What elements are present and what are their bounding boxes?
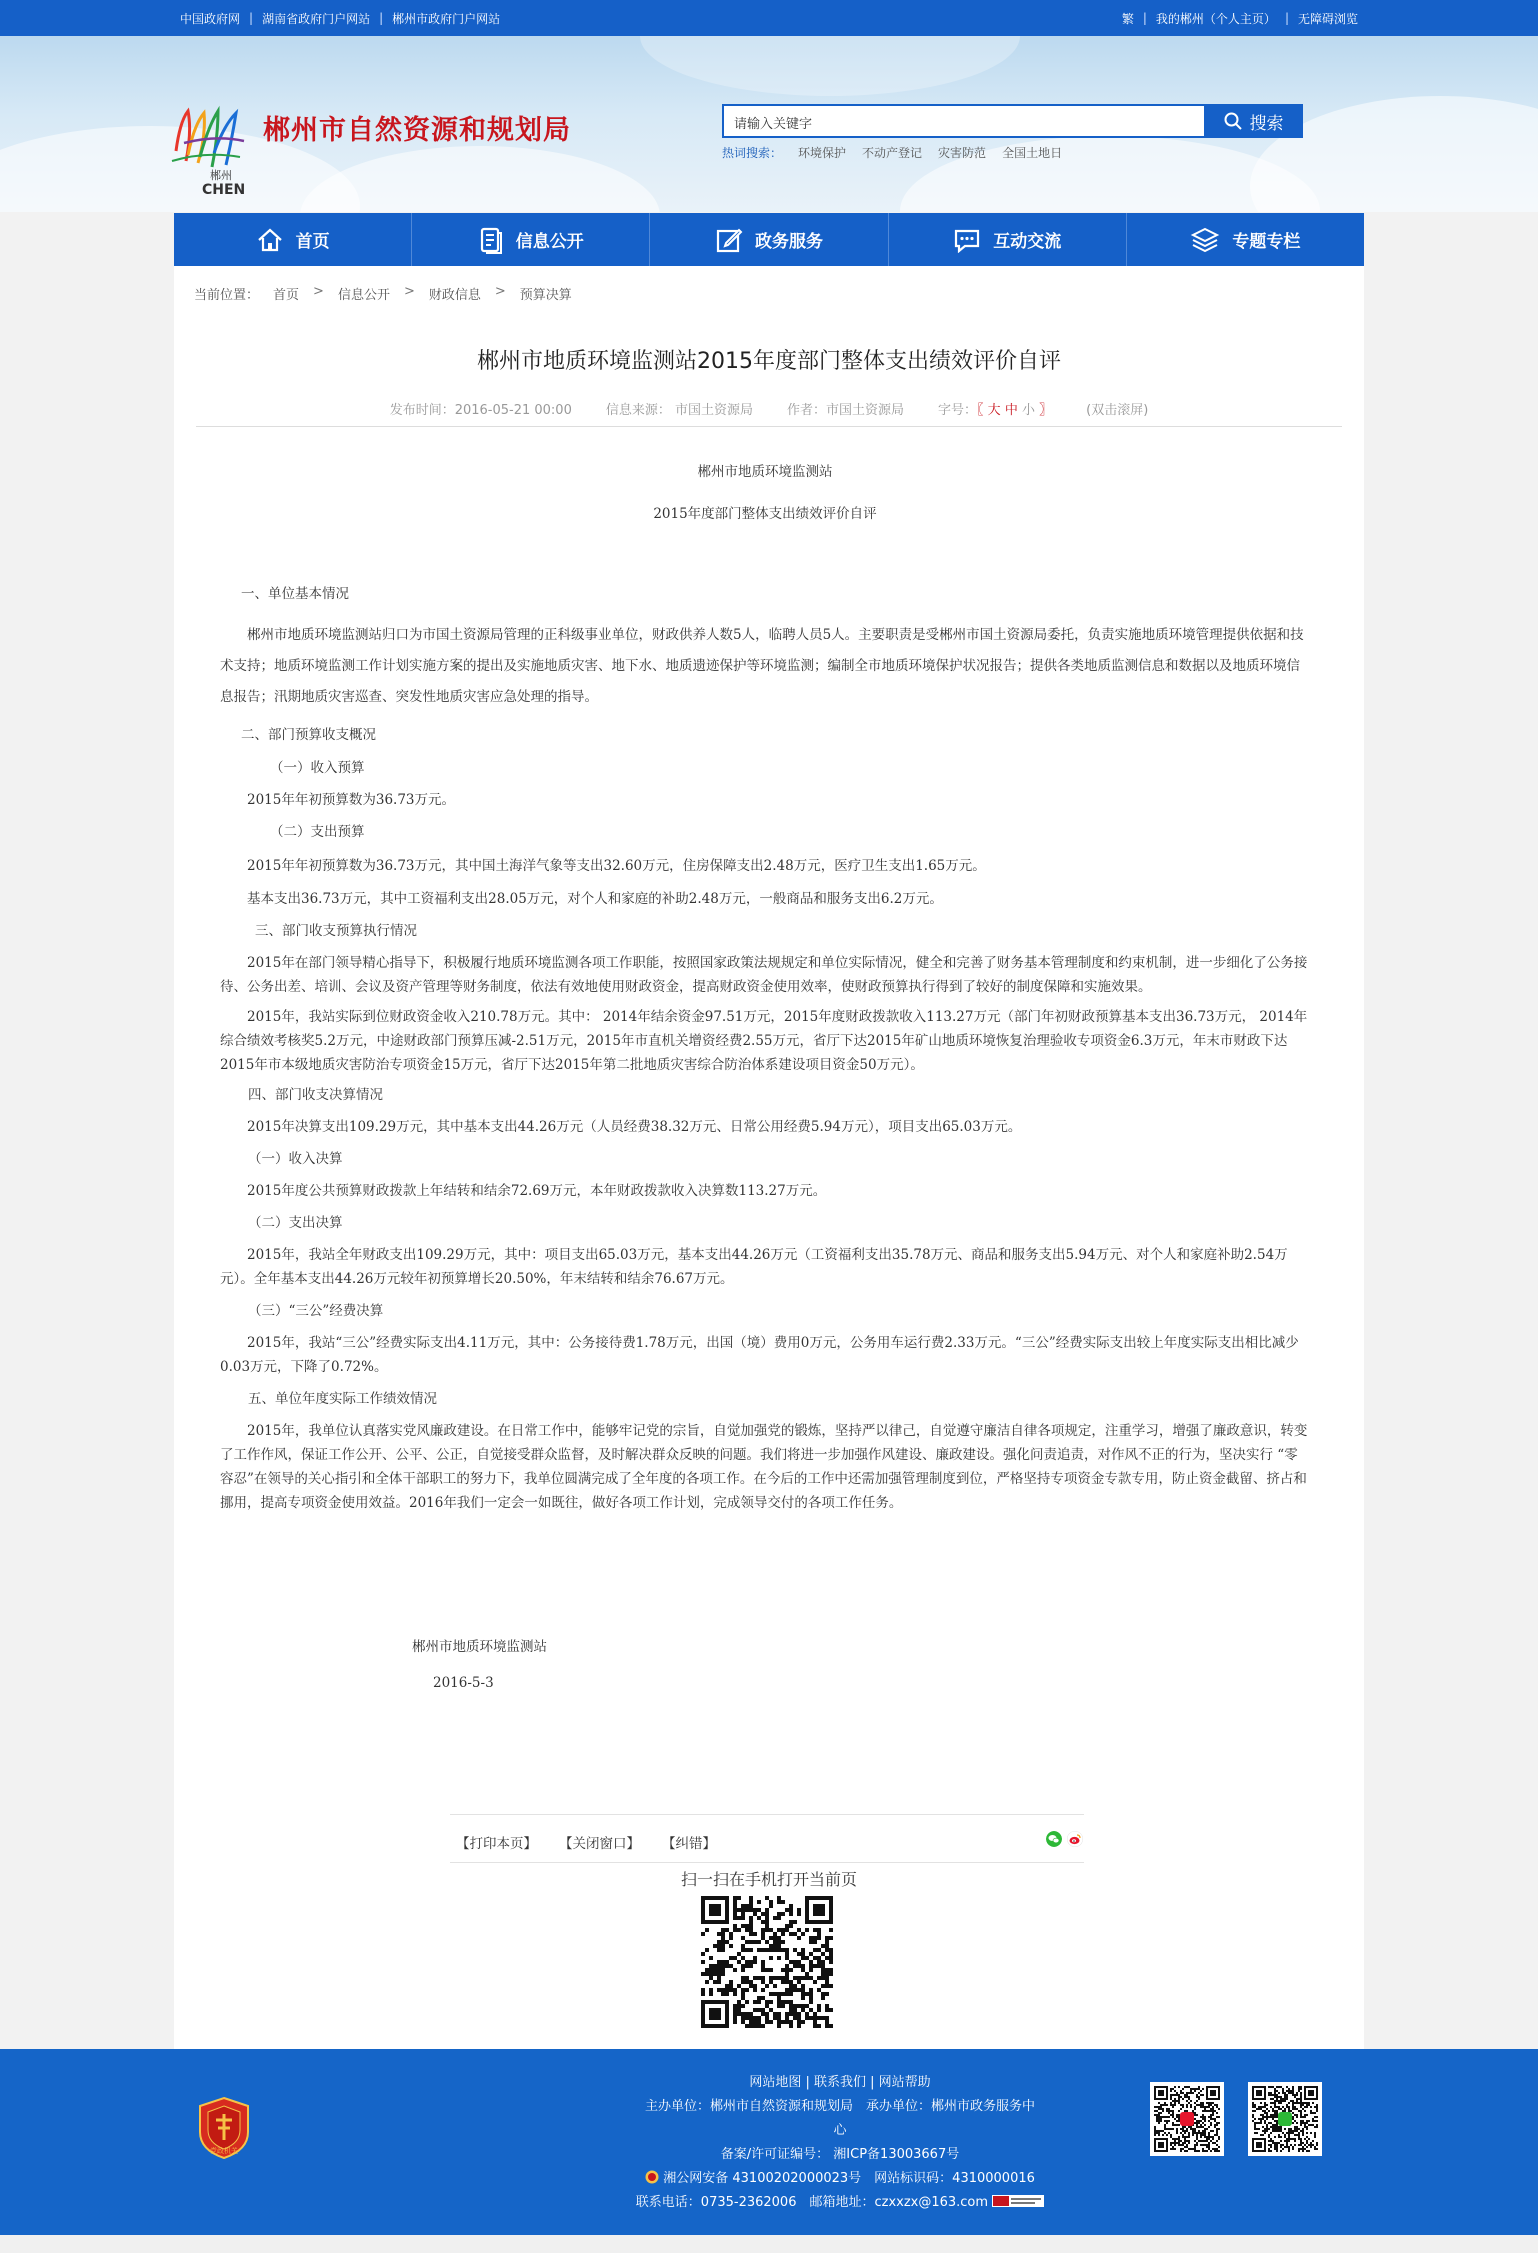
paragraph: 2015年在部门领导精心指导下，积极履行地质环境监测各项工作职能，按照国家政策法规规定和单位实际情况，健全和完善了财务基本管理制度和约束机制，进一步细化了公务接待、公务出差、培训、会议及资产管理等财务制度，依法有效地使用财政资金，提高财政资金使用效率，使财政预算执行得到了较好的制度保障和实施效果。	[220, 955, 1308, 995]
police-badge-icon	[645, 2170, 659, 2184]
party-gov-badge[interactable]	[196, 2096, 252, 2160]
nav-info-open[interactable]	[412, 213, 650, 266]
section-heading: 三、部门收支预算执行情况	[255, 923, 417, 939]
top-bar	[0, 0, 1538, 36]
font-large[interactable]: 大	[987, 403, 1001, 418]
nav-interaction-label: 互动交流	[993, 232, 1062, 252]
breadcrumb-sep: >	[403, 284, 415, 299]
section-heading: 四、部门收支决算情况	[248, 1087, 383, 1103]
article-tools	[456, 1832, 716, 1852]
article-body	[220, 446, 1310, 1695]
logo-en-text: CHEN	[202, 182, 246, 198]
nav-info-label: 信息公开	[515, 232, 584, 252]
breadcrumb-sep: >	[313, 284, 324, 299]
print-button[interactable]: 【打印本页】	[456, 1836, 537, 1852]
font-size-controls: 字号：〖 大 中 小 〗	[938, 403, 1053, 418]
layers-icon	[1190, 226, 1220, 254]
nav-interaction[interactable]	[889, 213, 1127, 266]
link-chenzhou-gov[interactable]: 郴州市政府门户网站	[392, 11, 501, 26]
badge-text: 党政机关	[210, 2147, 238, 2155]
footer-info	[620, 2071, 1060, 2215]
content-panel	[174, 266, 1364, 2050]
subsection-heading: （二）支出决算	[248, 1215, 343, 1231]
nav-topics[interactable]	[1127, 213, 1364, 266]
icp-number[interactable]: 备案/许可证编号： 湘ICP备13003667号	[720, 2147, 960, 2162]
correction-button[interactable]: 【纠错】	[662, 1836, 716, 1852]
article-meta	[174, 399, 1364, 418]
home-icon	[256, 227, 284, 253]
edit-icon	[715, 226, 743, 254]
paragraph: 2015年，我站全年财政支出109.29万元，其中：项目支出65.03万元，基本支出44.26万元（工资福利支出35.78万元、商品和服务支出5.94万元、对个人和家庭补助2.54万元）。全年基本支出44.26万元较年初预算增长20.50%，年末结转和结余76.67万元。	[220, 1247, 1288, 1287]
police-record: 湘公网安备 43100202000023号 网站标识码：4310000016	[620, 2167, 1060, 2191]
meta-divider	[196, 426, 1342, 427]
footer-links[interactable]: 网站地图 | 联系我们 | 网站帮助	[749, 2075, 931, 2090]
double-click-scroll[interactable]: (双击滚屏)	[1086, 403, 1149, 418]
cnzz-stat-icon[interactable]	[992, 2195, 1044, 2207]
tools-divider	[450, 1862, 1084, 1863]
chat-icon	[953, 227, 981, 253]
weibo-icon[interactable]	[1067, 1831, 1083, 1847]
host-org: 主办单位：郴州市自然资源和规划局 承办单位：郴州市政务服务中	[644, 2099, 1035, 2114]
link-china-gov[interactable]: 中国政府网	[180, 11, 241, 26]
search-button-label: 搜索	[1249, 113, 1284, 134]
subsection-heading: （一）收入决算	[248, 1151, 343, 1167]
site-logo[interactable]	[166, 91, 262, 201]
host-org-cont: 心	[833, 2123, 847, 2138]
breadcrumb	[194, 284, 572, 303]
nav-home-label: 首页	[295, 232, 330, 252]
site-title[interactable]: 郴州市自然资源和规划局	[263, 115, 571, 146]
section-heading: 二、部门预算收支概况	[241, 727, 376, 743]
hot-word[interactable]: 全国土地日	[1002, 146, 1063, 160]
breadcrumb-label: 当前位置：	[194, 288, 260, 303]
paragraph: 2015年度公共预算财政拨款上年结转和结余72.69万元，本年财政拨款收入决算数113.27万元。	[247, 1183, 827, 1199]
footer-qr-code-weibo	[1150, 2082, 1224, 2156]
nav-service-label: 政务服务	[755, 232, 823, 252]
document-icon	[478, 226, 504, 254]
paragraph: 2015年年初预算数为36.73万元。	[247, 792, 456, 808]
paragraph: 2015年，我站实际到位财政资金收入210.78万元。其中： 2014年结余资金97.51万元，2015年度财政拨款收入113.27万元（部门年初财政预算基本支出36.73万元， 2014年综合绩效考核奖5.2万元，中途财政部门预算压减-2.51万元，2015年市直机关增资经费2.55万元，省厅下达2015年矿山地质环境恢复治理验收专项资金6.3万元，年末市财政下达2015年市本级地质灾害防治专项资金15万元，省厅下达2015年第二批地质灾害综合防治体系建设项目资金50万元）。	[220, 1009, 1308, 1073]
subsection-heading: （一）收入预算	[270, 760, 365, 776]
nav-gov-service[interactable]	[650, 213, 888, 266]
breadcrumb-info[interactable]: 信息公开	[337, 288, 390, 303]
accessibility-link[interactable]: 无障碍浏览	[1297, 11, 1358, 26]
breadcrumb-budget[interactable]: 预算决算	[519, 288, 572, 303]
wechat-icon[interactable]	[1046, 1831, 1062, 1847]
footer	[0, 2049, 1538, 2235]
tools-divider	[450, 1814, 1084, 1815]
org-name: 郴州市地质环境监测站	[697, 464, 833, 480]
share-icons	[1046, 1831, 1083, 1847]
search-input[interactable]: 请输入关键字	[722, 104, 1204, 138]
hot-word[interactable]: 灾害防范	[938, 146, 987, 160]
nav-home[interactable]	[174, 213, 412, 266]
traditional-chinese-link[interactable]: 繁	[1121, 11, 1134, 26]
signature-org: 郴州市地质环境监测站	[412, 1639, 547, 1655]
font-small[interactable]: 小	[1021, 403, 1035, 418]
breadcrumb-finance[interactable]: 财政信息	[428, 288, 481, 303]
search-button[interactable]	[1204, 104, 1303, 138]
font-medium[interactable]: 中	[1004, 403, 1018, 418]
section-heading: 五、单位年度实际工作绩效情况	[248, 1391, 437, 1407]
author: 作者：市国土资源局	[786, 403, 904, 418]
hot-words	[722, 144, 1062, 161]
subsection-heading: （二）支出预算	[270, 824, 365, 840]
utility-links: 繁 | 我的郴州（个人主页） | 无障碍浏览	[1121, 11, 1358, 26]
breadcrumb-sep: >	[494, 284, 506, 299]
paragraph: 基本支出36.73万元，其中工资福利支出28.05万元，对个人和家庭的补助2.48万元，一般商品和服务支出6.2万元。	[247, 891, 943, 907]
bottom-strip	[0, 2235, 1538, 2253]
subsection-heading: （三）“三公”经费决算	[248, 1303, 384, 1319]
nav-topics-label: 专题专栏	[1232, 232, 1301, 252]
logo-cn-text: 郴州	[210, 169, 232, 182]
header	[0, 36, 1538, 212]
publish-time: 发布时间：2016-05-21 00:00	[389, 403, 572, 418]
signature-date: 2016-5-3	[433, 1675, 494, 1691]
info-source: 信息来源： 市国土资源局	[605, 403, 753, 418]
hot-word[interactable]: 不动产登记	[862, 146, 923, 160]
paragraph: 郴州市地质环境监测站归口为市国土资源局管理的正科级事业单位，财政供养人数5人，临聘人员5人。主要职责是受郴州市国土资源局委托，负责实施地质环境管理提供依据和技术支持；地质环境监测工作计划实施方案的提出及实施地质灾害、地下水、地质遗迹保护等环境监测；编制全市地质环境保护状况报告；提供各类地质监测信息和数据以及地质环境信息报告；汛期地质灾害巡查、突发性地质灾害应急处理的指导。	[220, 627, 1304, 705]
article-subtitle: 2015年度部门整体支出绩效评价自评	[653, 506, 877, 522]
paragraph: 2015年，我站“三公”经费实际支出4.11万元，其中：公务接待费1.78万元，出国（境）费用0万元，公务用车运行费2.33万元。“三公”经费实际支出较上年度实际支出相比减少0.03万元，下降了0.72%。	[220, 1335, 1299, 1375]
link-hunan-gov[interactable]: 湖南省政府门户网站	[262, 11, 371, 26]
gov-links: 中国政府网 | 湖南省政府门户网站 | 郴州市政府门户网站	[180, 11, 501, 26]
main-nav	[174, 213, 1364, 266]
section-heading: 一、单位基本情况	[241, 586, 349, 602]
article-title: 郴州市地质环境监测站2015年度部门整体支出绩效评价自评	[477, 349, 1061, 374]
paragraph: 2015年年初预算数为36.73万元，其中国土海洋气象等支出32.60万元，住房保障支出2.48万元，医疗卫生支出1.65万元。	[247, 858, 986, 874]
breadcrumb-home[interactable]: 首页	[273, 288, 300, 303]
hot-word[interactable]: 环境保护	[798, 146, 847, 160]
footer-qr-code-wechat	[1248, 2082, 1322, 2156]
close-window-button[interactable]: 【关闭窗口】	[559, 1836, 640, 1852]
search-icon	[1224, 112, 1242, 130]
hot-words-label: 热词搜索：	[722, 146, 783, 160]
scan-caption: 扫一扫在手机打开当前页	[680, 1870, 857, 1889]
paragraph: 2015年决算支出109.29万元，其中基本支出44.26万元（人员经费38.32万元、日常公用经费5.94万元），项目支出65.03万元。	[247, 1119, 1022, 1135]
contact-info: 联系电话：0735-2362006 邮箱地址：czxxzx@163.com	[620, 2191, 1060, 2215]
page-qr-code	[701, 1896, 833, 2028]
paragraph: 2015年，我单位认真落实党风廉政建设。在日常工作中，能够牢记党的宗旨，自觉加强党的锻炼，坚持严以律己，自觉遵守廉洁自律各项规定，注重学习，增强了廉政意识，转变了工作作风，保证工作公开、公平、公正，自觉接受群众监督，及时解决群众反映的问题。我们将进一步加强作风建设、廉政建设。强化问责追责，对作风不正的行为，坚决实行 “零容忍”在领导的关心指引和全体干部职工的努力下，我单位圆满完成了全年度的各项工作。在今后的工作中还需加强管理制度到位，严格坚持专项资金专款专用，防止资金截留、挤占和挪用，提高专项资金使用效益。2016年我们一定会一如既往，做好各项工作计划，完成领导交付的各项工作任务。	[220, 1423, 1308, 1511]
my-chenzhou-link[interactable]: 我的郴州（个人主页）	[1155, 11, 1276, 26]
